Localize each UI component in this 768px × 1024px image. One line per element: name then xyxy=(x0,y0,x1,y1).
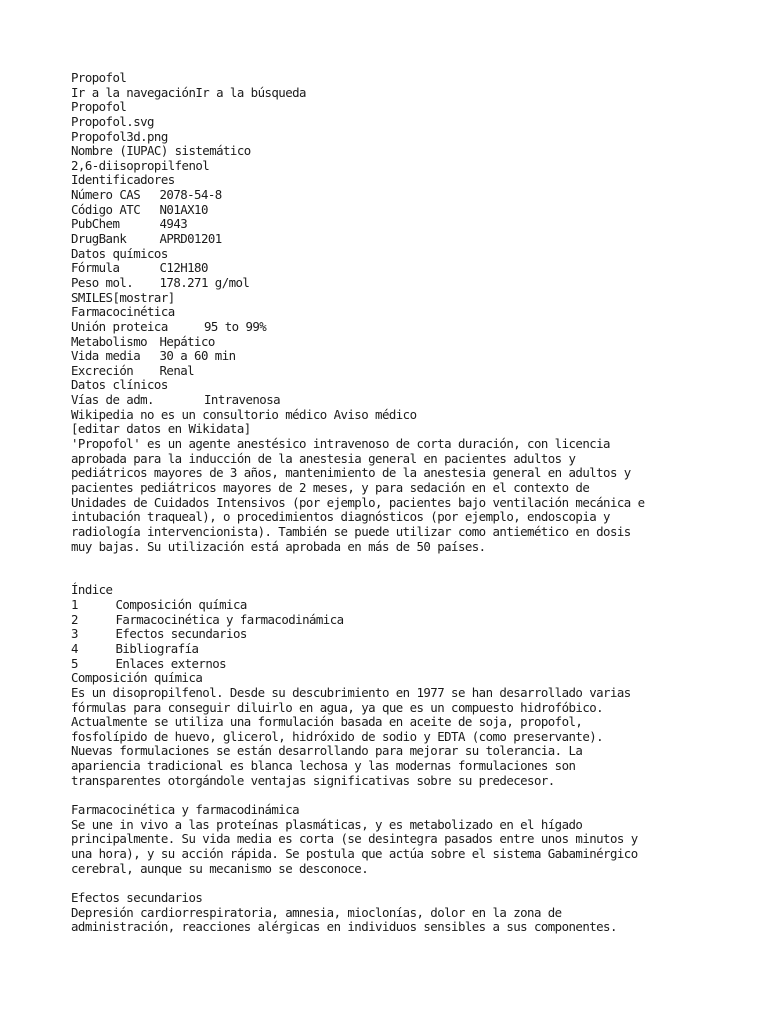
toc-item-label[interactable]: Farmacocinética y farmacodinámica xyxy=(115,611,344,627)
composition-line: Actualmente se utiliza una formulación basada en aceite de soja, propofol, xyxy=(71,714,583,730)
toc-item-number: 1 xyxy=(71,597,78,613)
spacer xyxy=(71,788,731,803)
intro-line: intubación traqueal), o procedimientos diagnósticos (por ejemplo, endoscopia y xyxy=(71,509,610,525)
atc-value[interactable]: N01AX10 xyxy=(159,201,208,217)
toc-item[interactable] xyxy=(71,657,731,672)
halflife-label: Vida media xyxy=(71,348,141,364)
composition-line: fosfolípido de huevo, glicerol, hidróxido de sodio y EDTA (como preservante). xyxy=(71,728,604,744)
routes-label: Vías de adm. xyxy=(71,392,154,408)
intro-line: 'Propofol' es un agente anestésico intravenoso de corta duración, con licencia xyxy=(71,436,610,452)
toc-item[interactable] xyxy=(71,627,731,642)
metabolism-row xyxy=(71,335,731,350)
side-effects-paragraph xyxy=(71,906,731,935)
pharmacokinetics-heading: Farmacocinética xyxy=(71,304,175,320)
side-effects-heading: Efectos secundarios xyxy=(71,889,203,905)
toc-item-number: 3 xyxy=(71,626,78,642)
intro-line: pediátricos mayores de 3 años, mantenimiento de la anestesia general en adultos y xyxy=(71,465,631,481)
intro-line: aprobada para la inducción de la anestesia general en pacientes adultos y xyxy=(71,450,576,466)
routes-value[interactable]: Intravenosa xyxy=(204,392,281,408)
toc-item-number: 2 xyxy=(71,611,78,627)
smiles-toggle[interactable]: SMILES[mostrar] xyxy=(71,289,175,305)
spacer xyxy=(71,569,731,584)
intro-line: radiología intervencionista). También se puede utilizar como antiemético en dosis xyxy=(71,523,631,539)
formula-value: C12H180 xyxy=(159,260,208,276)
composition-line: transparentes otorgándole ventajas significativas sobre su predecesor. xyxy=(71,772,555,788)
toc-item[interactable] xyxy=(71,613,731,628)
cas-value[interactable]: 2078-54-8 xyxy=(159,187,222,203)
png-file-link[interactable]: Propofol3d.png xyxy=(71,128,168,144)
composition-line: fórmulas para conseguir diluirlo en agua, ya que es un compuesto hidrofóbico. xyxy=(71,699,604,715)
pharmacology-line: Se une in vivo a las proteínas plasmáticas, y es metabolizado en el hígado xyxy=(71,816,583,832)
toc-item-label[interactable]: Efectos secundarios xyxy=(115,626,247,642)
intro-line: pacientes pediátricos mayores de 2 meses, y para sedación en el contexto de xyxy=(71,479,590,495)
medical-disclaimer[interactable]: Wikipedia no es un consultorio médico Aviso médico xyxy=(71,406,417,422)
spacer xyxy=(71,554,731,569)
edit-wikidata-link[interactable]: [editar datos en Wikidata] xyxy=(71,421,251,437)
excretion-value[interactable]: Renal xyxy=(159,362,195,378)
navigation-links[interactable]: Ir a la navegaciónIr a la búsqueda xyxy=(71,84,306,100)
iupac-value: 2,6-diisopropilfenol xyxy=(71,157,210,173)
composition-paragraph xyxy=(71,686,731,788)
clinical-data-heading: Datos clínicos xyxy=(71,377,168,393)
intro-paragraph xyxy=(71,437,731,554)
pharmacology-paragraph xyxy=(71,818,731,877)
toc-item-label[interactable]: Bibliografía xyxy=(115,640,199,656)
toc-item-label[interactable]: Composición química xyxy=(115,597,247,613)
formula-row xyxy=(71,261,731,276)
intro-line: Unidades de Cuidados Intensivos (por ejemplo, pacientes bajo ventilación mecánica e xyxy=(71,494,645,510)
pubchem-value[interactable]: 4943 xyxy=(159,216,188,232)
composition-line: Es un disopropilfenol. Desde su descubrimiento en 1977 se han desarrollado varias xyxy=(71,684,631,700)
cas-label: Número CAS xyxy=(71,187,141,203)
atc-label: Código ATC xyxy=(71,201,141,217)
pubchem-label: PubChem xyxy=(71,216,120,232)
svg-file-link[interactable]: Propofol.svg xyxy=(71,113,154,129)
spacer xyxy=(71,876,731,891)
drugbank-label: DrugBank xyxy=(71,231,127,247)
document-body xyxy=(71,71,731,935)
formula-label: Fórmula xyxy=(71,260,120,276)
atc-row xyxy=(71,203,731,218)
cas-row xyxy=(71,188,731,203)
toc-item[interactable] xyxy=(71,598,731,613)
image-caption: Propofol xyxy=(71,99,127,115)
toc-heading: Índice xyxy=(71,582,113,598)
drugbank-value[interactable]: APRD01201 xyxy=(159,231,222,247)
composition-line: apariencia tradicional es blanca lechosa y las modernas formulaciones son xyxy=(71,758,576,774)
identifiers-heading: Identificadores xyxy=(71,172,175,188)
binding-label: Unión proteica xyxy=(71,318,168,334)
toc-item-number: 4 xyxy=(71,640,78,656)
excretion-row xyxy=(71,364,731,379)
drugbank-row xyxy=(71,232,731,247)
weight-value: 178.271 g/mol xyxy=(159,274,250,290)
chemical-data-heading: Datos químicos xyxy=(71,245,168,261)
pharmacology-line: una hora), y su acción rápida. Se postula que actúa sobre el sistema Gabaminérgico xyxy=(71,845,638,861)
metabolism-value[interactable]: Hepático xyxy=(159,333,215,349)
toc-item[interactable] xyxy=(71,642,731,657)
side-effects-line: Depresión cardiorrespiratoria, amnesia, mioclonías, dolor en la zona de xyxy=(71,904,562,920)
toc-item-label[interactable]: Enlaces externos xyxy=(115,655,227,671)
iupac-label: Nombre (IUPAC) sistemático xyxy=(71,143,251,159)
weight-label: Peso mol. xyxy=(71,274,134,290)
halflife-value: 30 a 60 min xyxy=(159,348,236,364)
routes-row xyxy=(71,393,731,408)
excretion-label: Excreción xyxy=(71,362,134,378)
page-title: Propofol xyxy=(71,70,127,85)
composition-line: Nuevas formulaciones se están desarrollando para mejorar su tolerancia. La xyxy=(71,743,583,759)
halflife-row xyxy=(71,349,731,364)
intro-line: muy bajas. Su utilización está aprobada en más de 50 países. xyxy=(71,538,486,554)
composition-heading: Composición química xyxy=(71,670,203,686)
toc-item-number: 5 xyxy=(71,655,78,671)
side-effects-line: administración, reacciones alérgicas en individuos sensibles a sus componentes. xyxy=(71,919,617,935)
binding-value: 95 to 99% xyxy=(204,318,267,334)
pharmacology-line: cerebral, aunque su mecanismo se desconoce. xyxy=(71,860,369,876)
pharmacology-line: principalmente. Su vida media es corta (se desintegra pasados entre unos minutos y xyxy=(71,831,638,847)
pharmacology-heading: Farmacocinética y farmacodinámica xyxy=(71,802,300,818)
metabolism-label: Metabolismo xyxy=(71,333,148,349)
pubchem-row xyxy=(71,217,731,232)
weight-row xyxy=(71,276,731,291)
binding-row xyxy=(71,320,731,335)
